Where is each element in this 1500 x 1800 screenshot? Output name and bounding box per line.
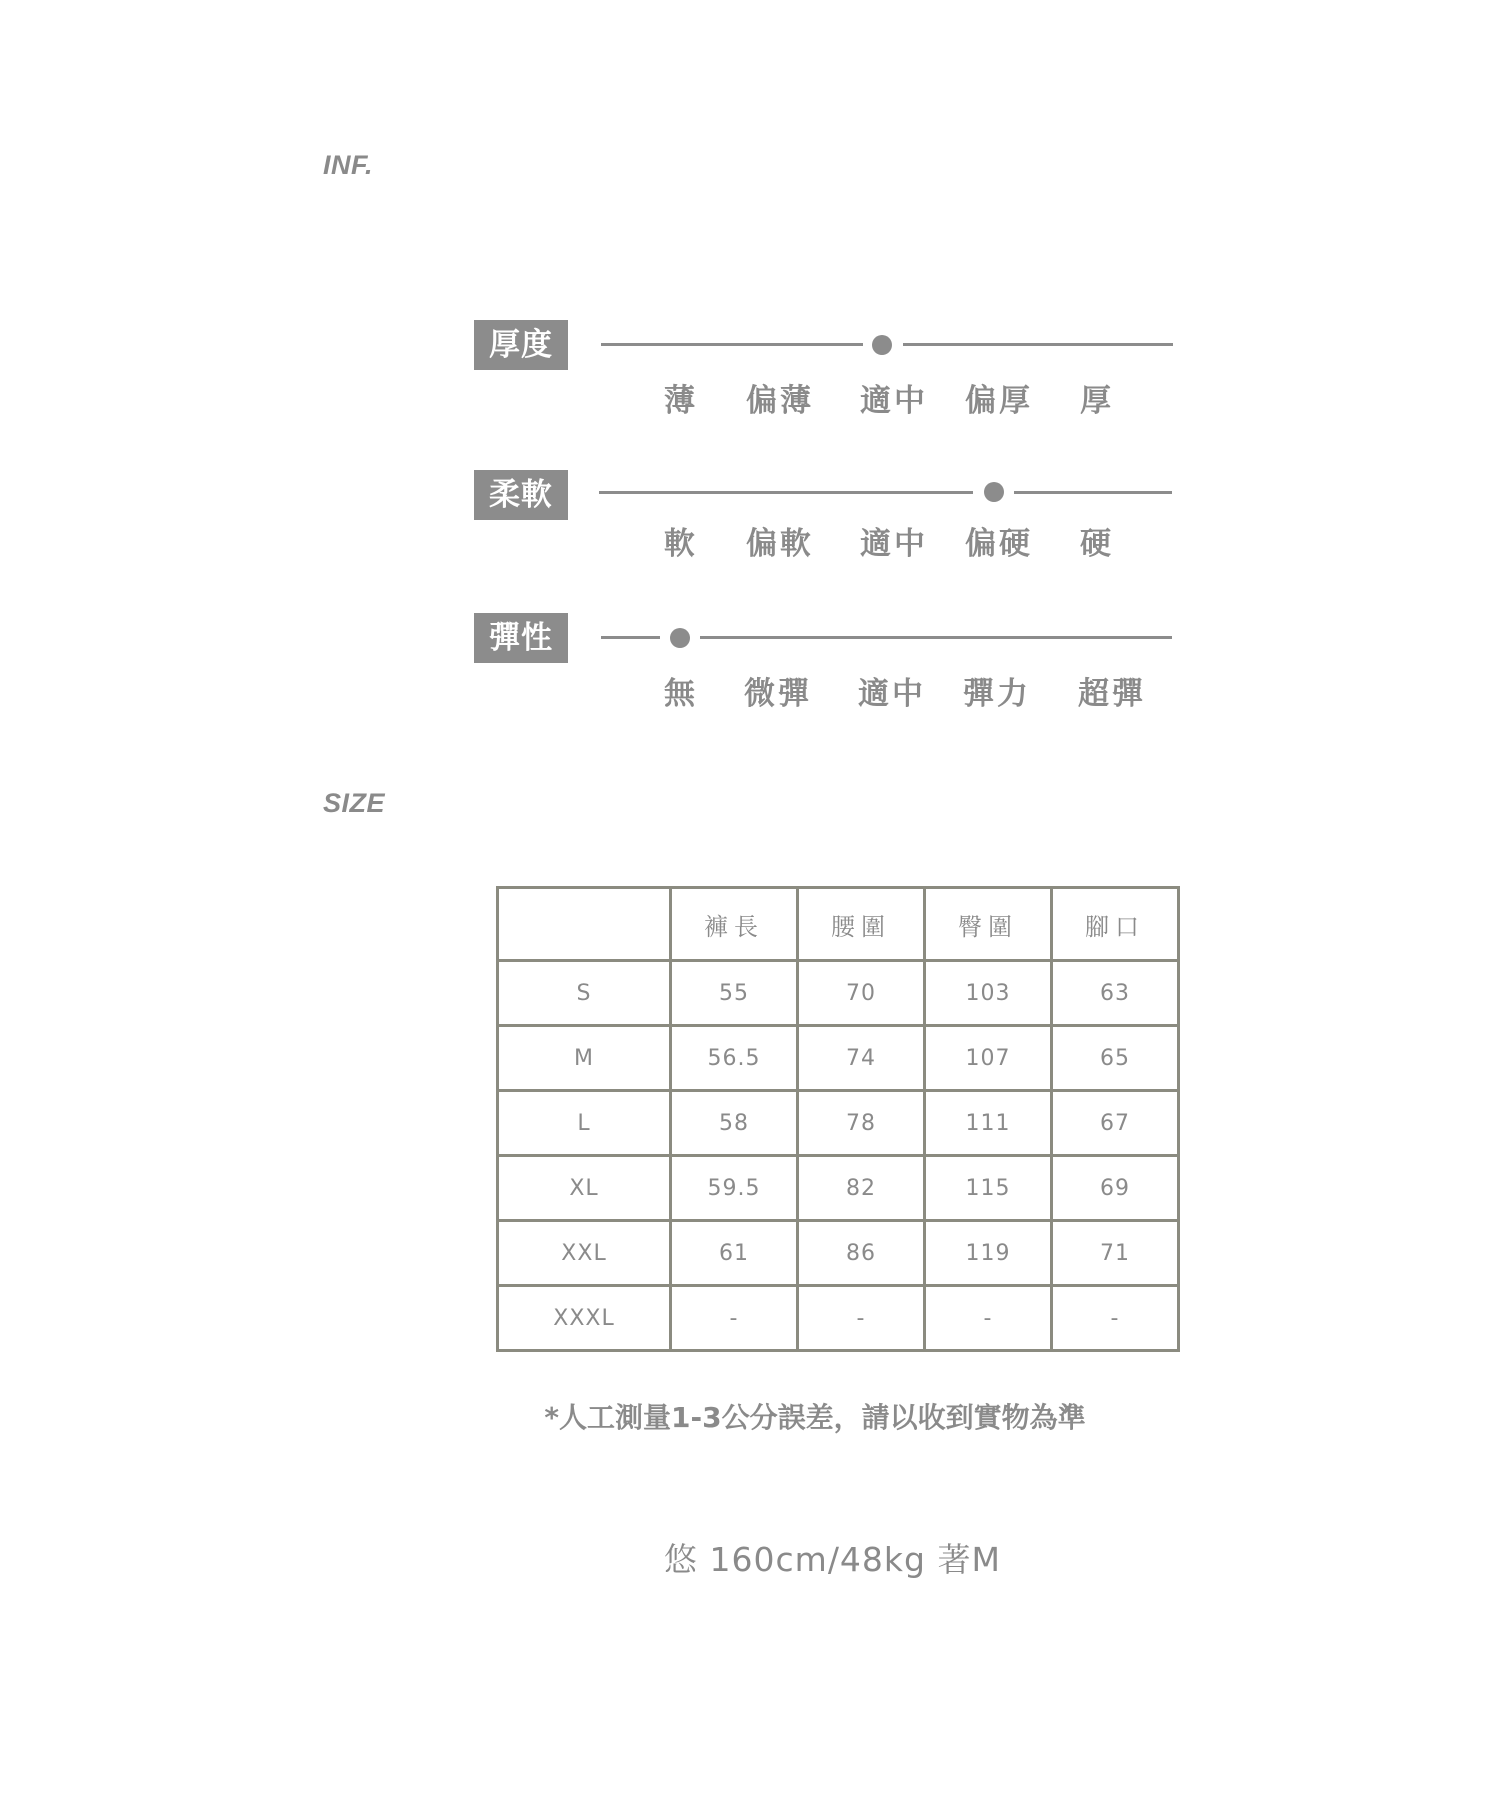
scale-level-label: 偏硬: [965, 526, 1033, 562]
table-cell: 107: [925, 1026, 1052, 1091]
attribute-row-softness: [0, 470, 1500, 580]
table-header-cell: 腳口: [1052, 888, 1179, 961]
scale-line-right: [700, 636, 1172, 639]
table-cell: 82: [798, 1156, 925, 1221]
table-cell: 65: [1052, 1026, 1179, 1091]
table-cell: 59.5: [671, 1156, 798, 1221]
model-info: 悠 160cm/48kg 著M: [664, 1540, 1001, 1579]
table-row: [498, 1026, 1179, 1091]
table-cell: 111: [925, 1091, 1052, 1156]
attribute-row-thickness: [0, 320, 1500, 430]
table-cell: 67: [1052, 1091, 1179, 1156]
scale-level-label: 無: [664, 676, 698, 712]
size-heading: SIZE: [323, 788, 386, 818]
table-cell: 103: [925, 961, 1052, 1026]
scale-level-label: 薄: [664, 383, 698, 419]
table-cell: 74: [798, 1026, 925, 1091]
scale-level-label: 硬: [1080, 526, 1114, 562]
scale-level-label: 偏軟: [746, 526, 814, 562]
inf-heading: INF.: [323, 150, 374, 180]
table-cell: -: [925, 1286, 1052, 1351]
table-row: [498, 961, 1179, 1026]
table-row: [498, 1156, 1179, 1221]
scale-level-label: 微彈: [744, 676, 812, 712]
scale-level-label: 適中: [860, 526, 928, 562]
scale-indicator-dot: [872, 335, 892, 355]
table-cell: 119: [925, 1221, 1052, 1286]
table-cell: 61: [671, 1221, 798, 1286]
scale-level-label: 軟: [664, 526, 698, 562]
scale-line-right: [1014, 491, 1172, 494]
table-cell: 78: [798, 1091, 925, 1156]
table-cell-size: XXL: [498, 1221, 671, 1286]
table-cell: 56.5: [671, 1026, 798, 1091]
scale-line-left: [599, 491, 973, 494]
attribute-tag: 厚度: [474, 320, 568, 370]
table-cell: 71: [1052, 1221, 1179, 1286]
scale-level-label: 彈力: [963, 676, 1031, 712]
size-table: [496, 886, 1180, 1352]
scale-line-left: [601, 343, 863, 346]
table-cell: 58: [671, 1091, 798, 1156]
table-cell: 70: [798, 961, 925, 1026]
scale-indicator-dot: [670, 628, 690, 648]
scale-level-label: 偏厚: [965, 383, 1033, 419]
table-cell: 55: [671, 961, 798, 1026]
table-cell-size: S: [498, 961, 671, 1026]
table-cell: -: [671, 1286, 798, 1351]
table-header-cell: 臀圍: [925, 888, 1052, 961]
table-cell: -: [1052, 1286, 1179, 1351]
scale-level-label: 偏薄: [746, 383, 814, 419]
table-row: [498, 1221, 1179, 1286]
scale-indicator-dot: [984, 482, 1004, 502]
table-cell-size: L: [498, 1091, 671, 1156]
table-header-cell: 腰圍: [798, 888, 925, 961]
table-cell-size: XXXL: [498, 1286, 671, 1351]
scale-level-label: 適中: [858, 676, 926, 712]
measurement-note: *人工測量1-3公分誤差，請以收到實物為準: [544, 1401, 1086, 1434]
attribute-tag: 彈性: [474, 613, 568, 663]
attribute-row-elasticity: [0, 613, 1500, 723]
scale-line-left: [601, 636, 660, 639]
table-cell: 63: [1052, 961, 1179, 1026]
table-header-cell: 褲長: [671, 888, 798, 961]
table-row: [498, 1286, 1179, 1351]
table-row: [498, 1091, 1179, 1156]
table-cell: 86: [798, 1221, 925, 1286]
table-cell-size: M: [498, 1026, 671, 1091]
scale-level-label: 適中: [860, 383, 928, 419]
attribute-tag: 柔軟: [474, 470, 568, 520]
scale-level-label: 厚: [1080, 383, 1114, 419]
table-header-row: [498, 888, 1179, 961]
table-cell: 115: [925, 1156, 1052, 1221]
scale-line-right: [903, 343, 1173, 346]
table-cell-size: XL: [498, 1156, 671, 1221]
scale-level-label: 超彈: [1078, 676, 1146, 712]
table-cell: 69: [1052, 1156, 1179, 1221]
table-header-cell: [498, 888, 671, 961]
table-cell: -: [798, 1286, 925, 1351]
